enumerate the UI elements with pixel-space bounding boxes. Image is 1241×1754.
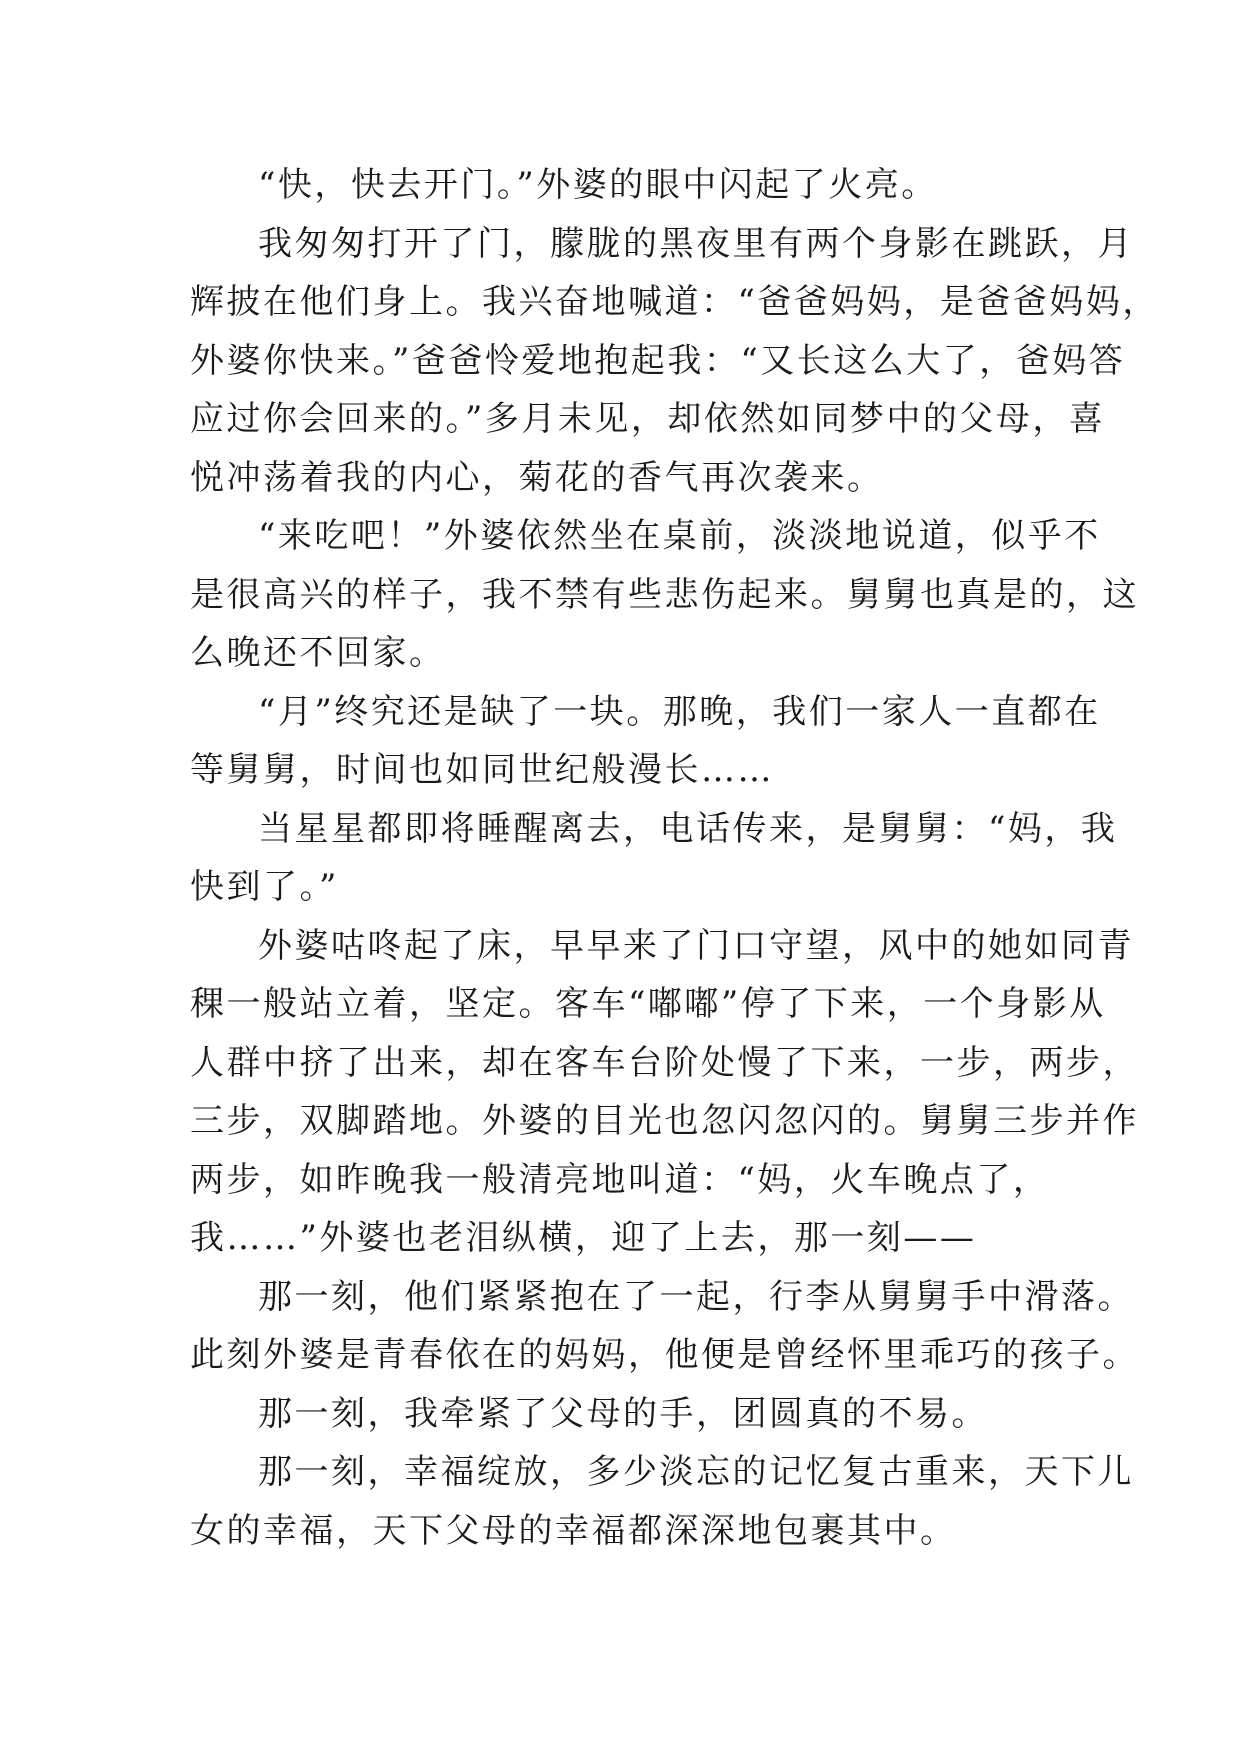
text-line: 三步，双脚踏地。外婆的目光也忽闪忽闪的。舅舅三步并作 xyxy=(190,1101,1139,1141)
text-line: 外婆你快来。”爸爸怜爱地抱起我：“又长这么大了，爸妈答 xyxy=(190,340,1126,381)
text-line: 应过你会回来的。”多月未见，却依然如同梦中的父母，喜 xyxy=(190,399,1106,439)
paragraph xyxy=(190,1443,1134,1560)
paragraph xyxy=(190,683,1101,800)
text-line: 外婆咕咚起了床，早早来了门口守望，风中的她如同青 xyxy=(258,925,1134,966)
text-line: 那一刻，他们紧紧抱在了一起，行李从舅舅手中滑落。 xyxy=(258,1276,1134,1317)
text-line: 此刻外婆是青春依在的妈妈，他便是曾经怀里乖巧的孩子。 xyxy=(190,1335,1139,1375)
paragraph xyxy=(190,800,1118,917)
text-line: 么晚还不回家。 xyxy=(190,633,446,673)
paragraph xyxy=(190,917,1139,1268)
paragraph xyxy=(190,1385,1070,1444)
story-text xyxy=(190,156,1159,1560)
text-line: 我……”外婆也老泪纵横，迎了上去，那一刻—— xyxy=(190,1218,977,1258)
text-line: 人群中挤了出来，却在客车台阶处慢了下来，一步，两步， xyxy=(190,1042,1139,1083)
text-line: 那一刻，我牵紧了父母的手，团圆真的不易。 xyxy=(258,1393,988,1434)
text-line: 两步，如昨晚我一般清亮地叫道：“妈，火车晚点了， xyxy=(190,1159,1050,1200)
text-line: “快，快去开门。”外婆的眼中闪起了火亮。 xyxy=(258,165,938,205)
text-line: 等舅舅，时间也如同世纪般漫长…… xyxy=(190,750,774,790)
text-line: 我匆匆打开了门，朦胧的黑夜里有两个身影在跳跃，月 xyxy=(258,223,1134,264)
paragraph xyxy=(190,156,1070,215)
paragraph xyxy=(190,507,1139,683)
text-line: 快到了。” xyxy=(190,867,339,907)
text-line: 是很高兴的样子，我不禁有些悲伤起来。舅舅也真是的，这 xyxy=(190,574,1139,615)
paragraph xyxy=(190,215,1159,508)
text-line: 稞一般站立着，坚定。客车“嘟嘟”停了下来，一个身影从 xyxy=(190,984,1106,1024)
text-line: 那一刻，幸福绽放，多少淡忘的记忆复古重来，天下儿 xyxy=(258,1452,1134,1492)
text-line: 辉披在他们身上。我兴奋地喊道：“爸爸妈妈，是爸爸妈妈， xyxy=(190,282,1159,322)
text-line: 悦冲荡着我的内心，菊花的香气再次袭来。 xyxy=(190,457,884,498)
text-line: 女的幸福，天下父母的幸福都深深地包裹其中。 xyxy=(190,1510,957,1551)
text-line: 当星星都即将睡醒离去，电话传来，是舅舅：“妈，我 xyxy=(258,808,1118,849)
text-line: “来吃吧！”外婆依然坐在桌前，淡淡地说道，似乎不 xyxy=(258,516,1101,556)
paragraph xyxy=(190,1268,1139,1385)
text-line: “月”终究还是缺了一块。那晚，我们一家人一直都在 xyxy=(258,691,1101,732)
